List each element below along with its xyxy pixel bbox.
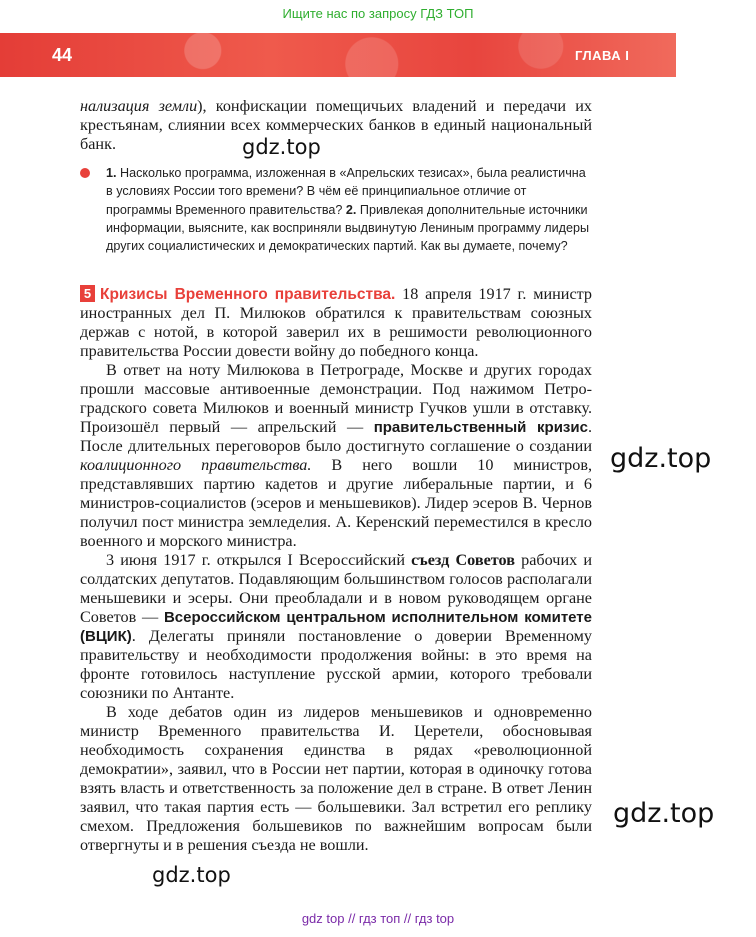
- government-crisis-term: правительственный кризис: [373, 419, 588, 436]
- section-paragraph-2: В ответ на ноту Милюкова в Петрограде, Москве и других городах прошли массовые антивоенные демонстрации. Под нажимом Петроградского совета Милюков и военный министр Гучков ушли в отставку. Произошёл первый — апрельский — правительственный кризис. После длительных переговоров было достигнуто соглашение о создании коалиционного правительства. В него вошли 10 министров, представлявших партию кадетов и другие либеральные партии, и 6 министров-социалистов (эсеров и меньшевиков). Лидер эсеров В. Чернов получил пост министра земледелия. А. Керенский переместился в кресло военного и морского министра.: [80, 361, 593, 550]
- section-5: [80, 285, 592, 855]
- watermark-1: gdz.top: [242, 135, 321, 159]
- chapter-label: ГЛАВА I: [575, 48, 630, 63]
- bottom-links[interactable]: gdz top // гдз топ // гдз top: [301, 911, 455, 926]
- coalition-government-term: коалиционного правительства.: [80, 456, 312, 474]
- section-paragraph-4: В ходе дебатов один из лидеров меньшевиков и одновременно министр Временного правительства И. Церетели, обосновывая необходимость сохранения единства в рядах «революционной демократии», заявил, что в России нет партии, которая в одиночку готова взять власть и ответственность за положение дел в стране. В ответ Ленин заявил, что такая партия есть — большевики. Зал встретил его реплику смехом. Предложения большевиков по важнейшим вопросам были отвергнуты и в решения съезда не вошли.: [80, 703, 592, 854]
- watermark-3: gdz.top: [613, 798, 715, 829]
- question-bullet-icon: [80, 168, 90, 178]
- vtsik-term: Всероссийском центральном исполнительном комитете (ВЦИК): [80, 609, 592, 645]
- intro-paragraph: [80, 97, 592, 154]
- watermark-4: gdz.top: [152, 863, 231, 887]
- question-2-text: Привлекая дополнительные источники информации, выясните, как восприняли выдвинутую Лениным программу лидеры других социалистических и демократических партий. Как вы думаете, почему?: [106, 202, 590, 254]
- watermark-2: gdz.top: [610, 443, 712, 474]
- question-1-text: Насколько программа, изложенная в «Апрельских тезисах», была реалистична в условиях России того времени? В чём её принципиальное отличие от программы Временного правительства?: [106, 166, 586, 217]
- section-title: Кризисы Временного правительства.: [100, 286, 396, 303]
- top-search-link[interactable]: Ищите нас по запросу ГДЗ ТОП: [282, 6, 474, 21]
- section-paragraph-3: 3 июня 1917 г. открылся I Всероссийский съезд Советов рабочих и солдатских депутатов. Подавляющим большинством голосов располагали меньшевики и эсеры. Они преобладали и в новом руководящем органе Советов — Всероссийском центральном исполнительном комитете (ВЦИК). Делегаты приняли постановление о доверии Временному правительству и необходимости продолжения войны: в это время на фронте готовилось наступление русской армии, которого требовали союзники по Антанте.: [80, 551, 593, 702]
- questions-block: [106, 164, 594, 255]
- question-2-number: 2.: [345, 202, 357, 217]
- intro-text: ), конфискации помещичьих владений и передачи их крестьянам, слиянии всех коммерческих банков в единый национальный банк.: [80, 97, 592, 153]
- congress-of-soviets-term: съезд Советов: [411, 551, 515, 569]
- section-number-badge: 5: [80, 285, 95, 302]
- intro-italic: нализация земли: [80, 97, 198, 115]
- question-1-number: 1.: [106, 166, 117, 180]
- page-number: 44: [52, 45, 73, 65]
- section-paragraph-1: 18 апреля 1917 г. министр иностранных дел П. Милюков обратился к правительствам союзных держав с нотой, в которой заверил их в решимости революционного правительства России довести войну до победного конца.: [80, 285, 593, 360]
